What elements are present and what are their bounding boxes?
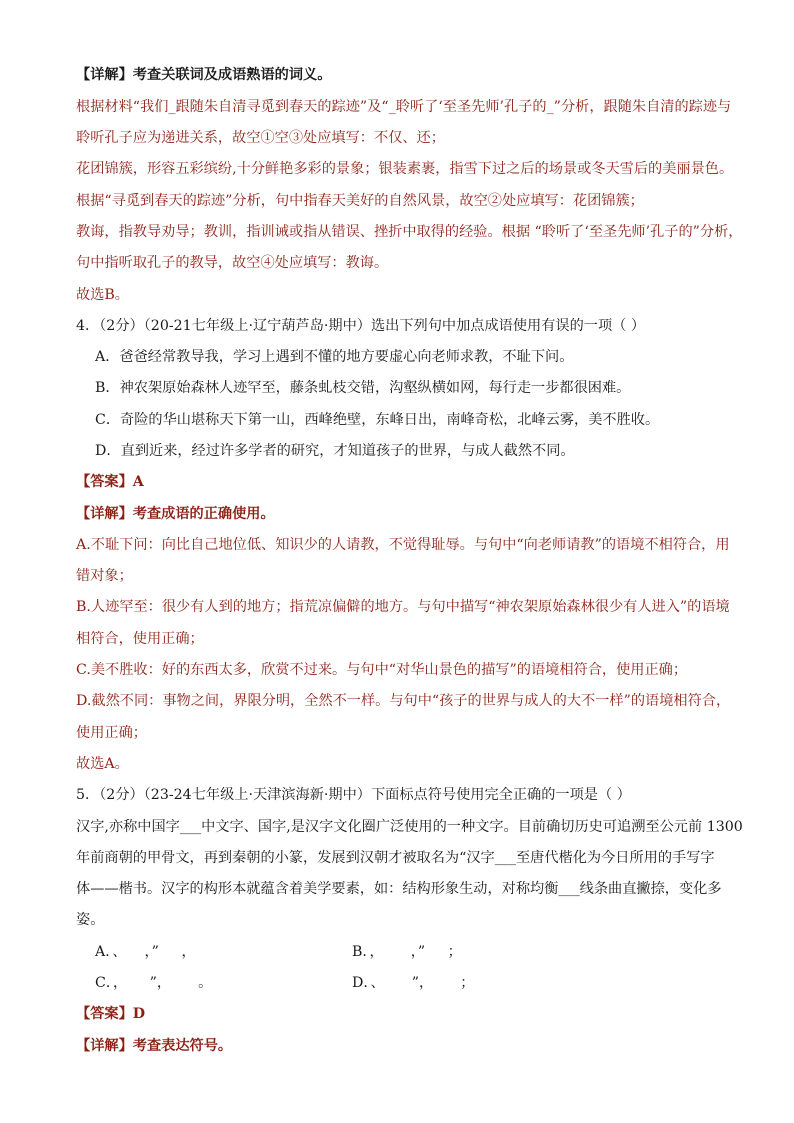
passage-line: 汉字,亦称中国字___中文字、国字,是汉字文化圈广泛使用的一种文字。目前确切历史可追溯至公元前 1300 [76, 819, 743, 835]
text-line: 根据材料“我们_跟随朱自清寻觅到春天的踪迹”及“_聆听了‘至圣先师’孔子的_”分析，跟随朱自清的踪迹与 [76, 99, 732, 115]
question-5-option-c: C．， ”， 。 [95, 975, 213, 991]
question-4-option-d: D．直到近来，经过许多学者的研究，才知道孩子的世界，与成人截然不同。 [95, 443, 575, 459]
question-4-stem: 4．（2分）（20-21七年级上·辽宁葫芦岛·期中）选出下列句中加点成语使用有误的一项（ ） [76, 318, 646, 334]
text-line: B.人迹罕至：很少有人到的地方；指荒凉偏僻的地方。与句中描写“神农架原始森林很少有人进入”的语境 [76, 599, 730, 615]
text-line: 教诲，指教导劝导；教训，指训诫或指从错误、挫折中取得的经验。根据 “聆听了‘至圣先师’孔子的”分析， [76, 224, 743, 240]
passage-line: 体——楷书。汉字的构形本就蕴含着美学要素，如：结构形象生动，对称均衡___线条曲直撇捺，变化多 [76, 881, 722, 897]
text-line: 使用正确； [76, 725, 147, 741]
question-5-option-a: A．、 ，” ， [95, 944, 196, 960]
passage-line: 年前商朝的甲骨文，再到秦朝的小篆，发展到汉朝才被取名为“汉字___至唐代楷化为今日所用的手写字 [76, 850, 715, 866]
text-line: 根据“寻觅到春天的踪迹”分析，句中指春天美好的自然风景，故空②处应填写：花团锦簇； [76, 193, 644, 209]
text-line: 花团锦簇，形容五彩缤纷,十分鲜艳多彩的景象；银装素裹，指雪下过之后的场景或冬天雪后的美丽景色。 [76, 161, 734, 177]
question-5-option-b: B．， ，” ； [352, 944, 462, 960]
answer-label: 【答案】D [76, 1006, 146, 1022]
answer-label: 【答案】A [76, 474, 144, 490]
answer-choice-line: 故选A。 [76, 756, 129, 772]
question-4-option-c: C．奇险的华山堪称天下第一山，西峰绝壁，东峰日出，南峰奇松，北峰云雾，美不胜收。 [95, 412, 660, 428]
text-line: 句中指听取孔子的教导，故空④处应填写：教诲。 [76, 255, 389, 271]
text-line: A.不耻下问：向比自己地位低、知识少的人请教，不觉得耻辱。与句中“向老师请教”的语境不相符合，用 [76, 537, 730, 553]
explanation-heading: 【详解】考查表达符号。 [76, 1038, 233, 1054]
question-5-stem: 5．（2分）（23-24七年级上·天津滨海新·期中）下面标点符号使用完全正确的一项是（ ） [76, 787, 631, 803]
text-line: D.截然不同：事物之间，界限分明，全然不一样。与句中“孩子的世界与成人的大不一样”的语境相符合， [76, 693, 731, 709]
explanation-heading: 【详解】考查关联词及成语熟语的词义。 [76, 67, 332, 83]
answer-choice-line: 故选B。 [76, 287, 129, 303]
question-5-option-d: D．、 ”， ； [352, 975, 475, 991]
text-line: 聆听孔子应为递进关系，故空①空③处应填写：不仅、还； [76, 130, 445, 146]
question-4-option-b: B．神农架原始森林人迹罕至，藤条虬枝交错，沟壑纵横如网，每行走一步都很困难。 [95, 380, 631, 396]
text-line: C.美不胜收：好的东西太多，欣赏不过来。与句中“对华山景色的描写”的语境相符合，使用正确； [76, 662, 688, 678]
text-line: 相符合，使用正确； [76, 631, 204, 647]
text-line: 错对象； [76, 568, 133, 584]
passage-line: 姿。 [76, 912, 105, 928]
explanation-heading: 【详解】考查成语的正确使用。 [76, 506, 275, 522]
question-4-option-a: A．爸爸经常教导我，学习上遇到不懂的地方要虚心向老师求教，不耻下问。 [95, 349, 574, 365]
